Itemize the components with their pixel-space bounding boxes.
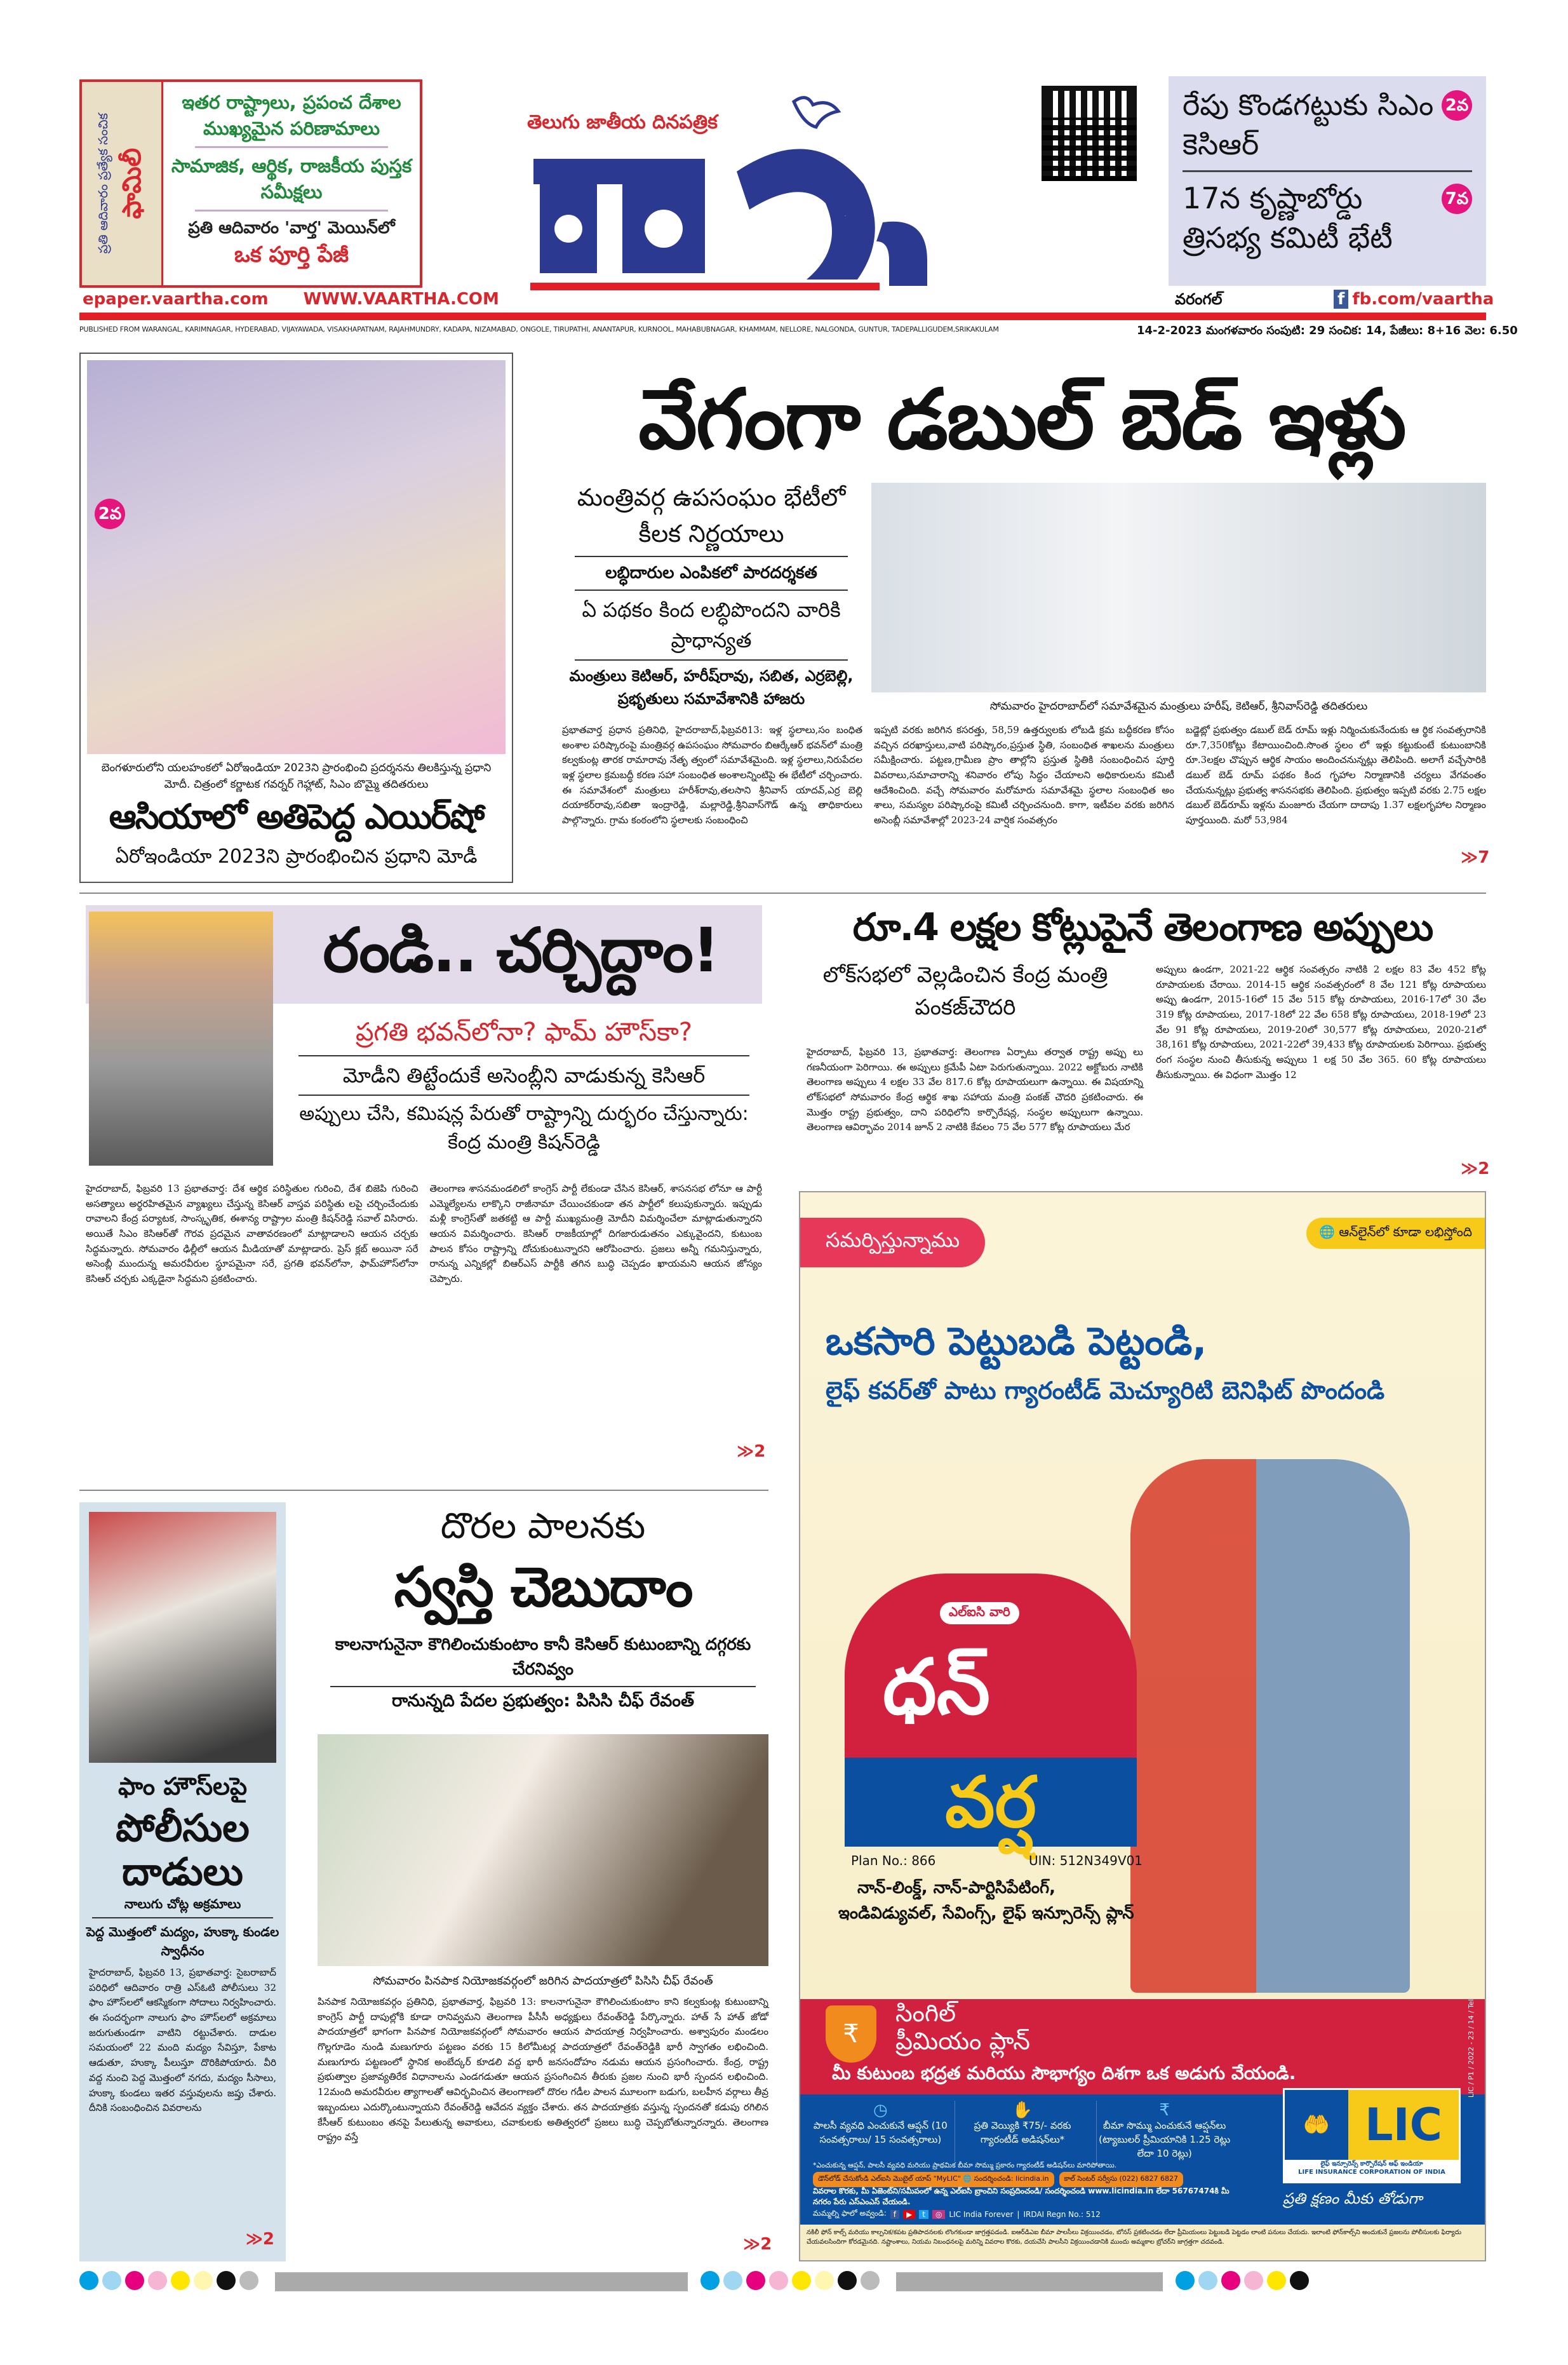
revanth-headline-block: [318, 1506, 768, 1715]
dove-icon: [794, 98, 838, 127]
lead-subheads: [562, 480, 861, 710]
twitter-icon[interactable]: t: [919, 2210, 928, 2219]
call-center[interactable]: కాల్ సెంటర్ సర్వీసు (022) 6827 6827: [1059, 2172, 1184, 2187]
social-handle: LIC India Forever: [949, 2209, 1014, 2219]
teaser-text: రేపు కొండగట్టుకు సిఎం కెసిఆర్: [1183, 88, 1434, 162]
subhead: కాలనాగునైనా కౌగిలించుకుంటాం కానీ కెసిఆర్ కుటుంబాన్ని దగ్గరకు చేరనివ్వం: [335, 1635, 751, 1679]
registration-marks: [79, 2271, 1486, 2293]
color-dots: [700, 2271, 883, 2293]
ad-disclaimer: నకిలీ ఫోన్ కాల్స్ మరియు కాల్పనిక/కపట ప్రతిపాదనలకు లొంగకుండా జాగ్రత్తపడండి. ఐఆర్‌డిఎఐ బీమా పాలసీలు విక్రయించడం, బోనస్ ప్రకటించడం లేదా ప్రీమియంలు పెట్టుబడి పెట్టడం లాంటి పనులు చేయదు. ఇలాంటి ఫోన్‌కాల్స్‌ని అందుకునే ప్రజలను పోలీసులకు ఫిర్యాదు చేయవలసిందిగా కోరడమైనది. నష్టాంశాలు, నియమ నిబంధనలపై మరిన్ని వివరాల కొరకు, దయచేసి పాలసీని విక్రయించడానికి ముందు అమ్మకాల బ్రోచర్‌ని జాగ్రత్తగా చదవండి.: [807, 2229, 1462, 2246]
svg-text:వార్త: వార్త: [845, 216, 846, 217]
gray-bar: [275, 2272, 688, 2291]
promo-item: సామాజిక, ఆర్థిక, రాజకీయ పుస్తక సమీక్షలు: [171, 155, 412, 203]
feature-item: [1096, 2101, 1232, 2162]
page-badge: 2వ: [1442, 90, 1472, 121]
teaser-box: [1169, 76, 1486, 286]
feature-text: బీమా సొమ్ము ఎంచుకునే ఆప్షన్‌లు (ట్యాబులర్ ప్రీమియానికి 1.25 రెట్లు లేదా 10 రెట్లు): [1099, 2120, 1231, 2159]
divider: [79, 1490, 768, 1491]
dhan-varsha-logo-bottom: వర్ష: [845, 1758, 1137, 1847]
irdai-number: IRDAI Regn No.: 512: [1023, 2209, 1101, 2219]
facebook-icon: f: [1334, 290, 1348, 309]
plan-type: నాన్-లింక్డ్, నాన్-పార్టిసిపేటింగ్,: [857, 1878, 1056, 1897]
ad-code: LIC / P1 / 2022 - 23 / 14 / Tel: [1467, 1999, 1475, 2098]
online-badge: [1306, 1218, 1485, 1249]
brand-small: ఎల్ఐసి వారి: [940, 1602, 1019, 1624]
padayatra-photo: [318, 1734, 768, 1966]
edition-name: వరంగల్: [1175, 290, 1223, 308]
footnote: *ఎంచుకున్న ఆప్షన్, పాలసీ వ్యవధి మరియు ప్రాథమిక బీమా సొమ్ము ప్రకారం గ్యారంటీడ్ అడిషన్‌లు మారిపోతాయి.: [813, 2161, 1117, 2169]
divider: [330, 1686, 756, 1687]
photo-caption: సోమవారం పినపాక నియోజకవర్గంలో జరిగిన పాదయాత్రలో పిసిసి చీఫ్ రేవంత్: [373, 1974, 713, 1988]
raids-headline-top[interactable]: ఫాం హౌస్‌లపై: [117, 1772, 247, 1800]
single-premium-title: [895, 1999, 1030, 2055]
subhead: అప్పులు చేసి, కమిషన్ల పేరుతో రాష్ట్రాన్ని దుర్భరం చేస్తున్నారు: కేంద్ర మంత్రి కిషన్‌రెడ్డి: [299, 1103, 749, 1154]
photo-caption: సోమవారం హైదరాబాద్‌లో సమావేశమైన మంత్రులు హరీష్, కెటిఆర్, శ్రీనివాస్‌రెడ్డి తదితరులు: [989, 700, 1368, 713]
promo-side-title: ఫామిలీ: [117, 148, 147, 219]
promo-side-label: [82, 82, 163, 285]
kishan-reddy-photo: [89, 912, 273, 1166]
feature-item: [813, 2101, 948, 2162]
ad-tagline: మీ కుటుంబ భద్రత మరియు సౌభాగ్యం దిశగా ఒక అడుగు వేయండి.: [832, 2063, 1296, 2084]
qr-code-pattern: [1042, 118, 1137, 181]
continued-link[interactable]: ≫2: [1461, 1159, 1490, 1178]
corp-name-te: లైఫ్ ఇన్సూరెన్స్ కార్పొరేషన్ ఆఫ్ ఇండియా: [1320, 2160, 1423, 2167]
revanth-headline[interactable]: స్వస్తి చెబుదాం: [394, 1556, 692, 1619]
body-column: తెలంగాణ శాసనమండలిలో కాంగ్రెస్ పార్టీ లేకుండా చేసిన కెసిఆర్, శాసనసభ లోనూ ఆ పార్టీ ఎమ్మెల్యేలను లాక్కొని రాజీనామా చేయించకుండా తన పార్టీలో కలుపుకున్నారు. ఇప్పుడు మళ్లీ కాంగ్రెస్‌తో జతకట్టి ఆ పార్టీ ముఖ్యమంత్రి మోదీని విమర్శించేలా మాట్లాడుతున్నారని ఆయన విమర్శించారు. కెసిఆర్ రాజకీయాల్లో దిగజారుడుతనం ఎక్కువైందని, కుటుంబ పాలన కోసం రాష్ట్రాన్ని దోచుకుంటున్నారని ఆరోపించారు. ప్రజలు అన్నీ గమనిస్తున్నారు, రానున్న ఎన్నికల్లో బిఆర్ఎస్ పార్టీకి తగిన బుద్ధి చెప్పడం ఖాయమని ఆయన జోస్యం చెప్పారు.: [429, 1183, 762, 1285]
lic-logo-text: LIC: [1348, 2090, 1459, 2160]
subhead: పెద్ద మొత్తంలో మద్యం, హుక్కా కుండల స్వాధీనం: [86, 1924, 279, 1958]
masthead-rule: [79, 313, 1486, 320]
lic-logo: [1283, 2088, 1461, 2183]
promo-note: ప్రతి ఆదివారం 'వార్త' మెయిన్‌లో: [188, 219, 395, 238]
kishan-subheads: [286, 1013, 762, 1157]
subhead: మోడీని తిట్టేందుకే అసెంబ్లీని వాడుకున్న కెసిఆర్: [342, 1063, 706, 1088]
dhan-varsha-logo-top: [845, 1573, 1137, 1758]
body-column: పినపాక నియోజకవర్గం ప్రతినిధి, ప్రభాతవార్త, ఫిబ్రవరి 13: కాలనాగునైనా కౌగిలించుకుంటాం కాని కల్వకుంట్ల కుటుంబాన్ని కాంగ్రెస్ పార్టీ దాపుల్లోకి కూడా రానివ్వమని తెలంగాణ పీసీసీ అధ్యక్షులు రేవంత్‌రెడ్డి పేర్కొన్నారు. హాత్ సే హాత్ జోడో పాదయాత్రలో భాగంగా పినపాక నియోజకవర్గంలో సోమవారం ఆయన పాదయాత్ర నిర్వహించారు. అశ్వాపురం మండలం గొల్లగూడెం నుండి మణుగూరు పట్టణం వరకు 15 కిలోమీటర్ల పాదయాత్రలో రేవంత్‌రెడ్డికి భారీ స్వాగతం లభించింది. మణుగూరు పట్టణంలో స్థానిక అంబేద్కర్ కూడలి వద్ద భారీ జనసందోహం నడుమ ఆయన ప్రసంగించారు. కేంద్ర, రాష్ట్ర ప్రభుత్వాల ప్రజావ్యతిరేక విధానాలను ఎండగడుతూ ఆయన ప్రసంగించిన తీరుకు ప్రజల నుంచి భారీ స్పందన లభించింది. 12మంది అమరవీరుల త్యాగాలతో ఆవిర్భవించిన తెలంగాణలో దొరల గడీల పాలన మూలంగా బడుగు, బలహీన వర్గాలు తీవ్ర ఇబ్బందులు ఎదుర్కొంటున్నాయని రేవంత్‌రెడ్డి ఆవేదన వ్యక్తం చేశారు. తన పాదయాత్రకు వస్తున్న స్పందనతో కడుపు రగిలిన కేసీఆర్ కుటుంబం తనపై పేలుతున్న అవాకులు, చవాకులకు అతిత్వరలో ప్రజలు బుద్ధి చెప్పబోతున్నారన్నారు. తెలంగాణ రాష్ట్రం వస్తే: [318, 1996, 768, 2143]
teaser[interactable]: [1183, 85, 1472, 164]
facebook-link[interactable]: [1334, 290, 1494, 309]
youtube-icon[interactable]: ▶: [903, 2210, 915, 2219]
airshow-story: [79, 353, 513, 883]
hand-coin-icon: ✋: [1012, 2101, 1033, 2120]
divider: [575, 659, 848, 661]
premium-text: ప్రీమియం ప్లాన్: [895, 2027, 1030, 2055]
money-bag-icon: ₹: [1159, 2101, 1170, 2120]
page-badge: 7వ: [1442, 184, 1472, 214]
published-from: PUBLISHED FROM WARANGAL, KARIMNAGAR, HYDERABAD, VIJAYAWADA, VISAKHAPATNAM, RAJAHMUNDRY, KADAPA, NIZAMABAD, ONGOLE, TIRUPATHI, ANANTAPUR, KURNOOL, MAHABUBNAGAR, KHAMMAM, NELLORE, NALGONDA, GUNTUR, TADEPALLIGUDEM,SRIKAKULAM: [79, 325, 999, 334]
clock-calendar-icon: ◷: [873, 2101, 888, 2120]
divider: [575, 556, 848, 557]
divider: [1183, 170, 1472, 172]
revanth-kicker: దొరల పాలనకు: [440, 1506, 646, 1547]
lead-sub: మంత్రులు కెటిఆర్, హరీష్‌రావు, సబిత, ఎర్రబెల్లి, ప్రభృతులు సమావేశానికి హాజరు: [569, 667, 854, 708]
body-column: అప్పులు ఉండగా, 2021-22 ఆర్థిక సంవత్సరం నాటికి 2 లక్షల 83 వేల 452 కోట్ల రూపాయలకు చేరాయి. 2014-15 ఆర్థిక సంవత్సరంలో 8 వేల 121 కోట్ల రూపాయలు అప్పు ఉండగా, 2015-16లో 15 వేల 515 కోట్ల రూపాయలు, 2016-17లో 30 వేల 319 కోట్ల రూపాయలు, 2017-18లో 22 వేల 658 కోట్ల రూపాయలు, 2018-19లో 23 వేల 91 కోట్ల రూపాయలు, 2019-20లో 30,577 కోట్ల రూపాయలు, 2020-21లో 38,161 కోట్ల రూపాయలు, 2021-22లో 39,433 కోట్ల రూపాయలకు పెరిగాయి. ప్రభుత్వ రంగ సంస్థల నుంచి తీసుకున్న అప్పులు 1 లక్ష 50 వేల 365. 60 కోట్ల రూపాయలు తీసుకున్నాయి. ఈ విధంగా మొత్తం 12: [1156, 964, 1486, 1081]
feature-text: పాలసీ వ్యవధి ఎంచుకునే ఆప్షన్ (10 సంవత్సరాలు/ 15 సంవత్సరాలు): [813, 2120, 948, 2145]
raids-headline[interactable]: పోలీసుల దాడులు: [116, 1806, 250, 1894]
photo-caption: బెంగళూరులోని యలహంకలో ఏరోఇండియా 2023ని ప్రారంభించి ప్రదర్శనను తిలకిస్తున్న ప్రధాని మోదీ. చిత్రంలో కర్ణాటక గవర్నర్ గెహ్లాట్, సిఎం బొమ్మై తదితరులు: [101, 762, 492, 791]
divider: [575, 590, 848, 591]
social-row: మమ్మల్ని ఫాలో అవ్వండి: f ▶ t ◎ LIC India Forever | IRDAI Regn No.: 512: [813, 2209, 1101, 2219]
body-column: హైదరాబాద్, ఫిబ్రవరి 13, ప్రభాతవార్త: సైబరాబాద్ పరిధిలో ఆదివారం రాత్రి ఎస్ఓటి పోలీసులు 32 ఫాం హౌస్‌లలో ఆకస్మికంగా సోదాలు నిర్వహించారు. ఈ సందర్భంగా నాలుగు ఫాం హౌస్‌లలో అక్రమాలు జరుగుతుండగా వాటిని రట్టుచేశారు. దాడుల సమయంలో 22 మంది మద్యం సేవిస్తూ, పేకాట ఆడుతూ, హుక్కా పీలుస్తూ దొరికిపోయారు. వీరి వద్ద నుంచి పెద్ద మొత్తంలో నగదు, మద్యం సీసాలు, హుక్కా కుండలు ఇతర వస్తువులను జప్తు చేశారు. దీనికి సంబంధించిన వివరాలను: [89, 1967, 276, 2114]
single-premium-band: [800, 1999, 1485, 2094]
lead-sub: మంత్రివర్గ ఉపసంఘం భేటీలో కీలక నిర్ణయాలు: [577, 483, 846, 548]
lic-slogan: ప్రతి క్షణం మీకు తోడుగా: [1283, 2190, 1423, 2207]
visit-label: సందర్శించండి:: [974, 2174, 1014, 2183]
red-subhead: ప్రగతి భవన్‌లోనా? ఫామ్ హౌస్‌కా?: [355, 1018, 692, 1047]
subhead: రానున్నది పేదల ప్రభుత్వం: పిసిసి చీఫ్ రేవంత్: [392, 1691, 694, 1711]
family-supplement-promo: [79, 79, 422, 288]
seized-items-photo: [89, 1512, 276, 1763]
plan-type: ఇండివిడ్యువల్, సేవింగ్స్, లైఫ్ ఇన్సూరెన్స్ ప్లాన్: [838, 1904, 1134, 1923]
body-column: హైదరాబాద్, ఫిబ్రవరి 13 ప్రభాతవార్త: దేశ ఆర్థిక పరిస్థితుల గురించి, దేశ బిజెపి గురించి అసత్యాలు అర్థరహితమైన వ్యాఖ్యలు చేస్తున్న కెసిఆర్ వాస్తవ పరిస్థితు లపై చర్చించేందుకు రావాలని కేంద్ర పర్యాటక, సాంస్కృతిక, ఈశాన్య రాష్ట్రాల మంత్రి కిషన్‌రెడ్డి సవాల్ విసిరారు. అయితే సిఎం కెసిఆర్‌తో గౌరవ ప్రదమైన వాతావరణంలో మాట్లాడాలని ఆయన చర్చకు సిద్ధమన్నారు. సోమవారం ఢిల్లీలో ఆయన మీడియాతో మాట్లాడారు. ప్రెస్ క్లబ్ అయినా సరే అసెంబ్లీ ముందున్న అమరవీరుల స్థూపమైనా సరే, ప్రగతి భవన్‌లోనా, ఫామ్‌హౌస్‌లోనా కెసిఆర్ చర్చకు ఎక్కడైనా సిద్ధమని ప్రకటించారు.: [86, 1183, 419, 1285]
ad-ribbon: సమర్పిస్తున్నాము: [800, 1218, 985, 1267]
kishan-body: [86, 1182, 762, 1287]
ad-subheadline: లైఫ్ కవర్‌తో పాటు గ్యారంటీడ్ మెచ్యూరిటి బెనిఫిట్ పొందండి: [826, 1377, 1385, 1405]
divider: [195, 146, 388, 148]
feature-item: [955, 2101, 1090, 2162]
features: [813, 2101, 1232, 2162]
facebook-url: fb.com/vaartha: [1352, 290, 1494, 309]
plan-number: Plan No.: 866: [851, 1853, 936, 1868]
vaartha-logo: [527, 89, 991, 299]
epaper-link[interactable]: epaper.vaartha.com: [83, 290, 269, 309]
promo-item: ఇతర రాష్ట్రాలు, ప్రపంచ దేశాల ముఖ్యమైన పరిణామాలు: [182, 91, 401, 139]
website-link[interactable]: WWW.VAARTHA.COM: [303, 290, 499, 309]
lic-hands-emblem-icon: 🤲: [1285, 2090, 1348, 2160]
brand-top: ధన్: [883, 1643, 990, 1732]
teaser-text: 17న కృష్ణాబోర్డు త్రిసభ్య కమిటీ భేటీ: [1183, 181, 1393, 255]
debt-headline[interactable]: రూ.4 లక్షల కోట్లుపైనే తెలంగాణ అప్పులు: [852, 905, 1433, 950]
dateline: 14-2-2023 మంగళవారం సంపుటి: 29 సంచిక: 14, పేజీలు: 8+16 వెల: 6.50: [1137, 324, 1518, 337]
visit-site: licindia.in: [1015, 2174, 1049, 2183]
money-bag-icon: ₹: [826, 2005, 876, 2063]
continued-link[interactable]: ≫2: [245, 2230, 274, 2249]
airshow-subhead: ఏరోఇండియా 2023ని ప్రారంభించిన ప్రధాని మోడీ: [115, 846, 478, 868]
kishan-headline[interactable]: రండి.. చర్చిద్దాం!: [323, 915, 719, 986]
lead-headline[interactable]: వేగంగా డబుల్ బెడ్ ఇళ్లు: [638, 371, 1405, 468]
lead-sub: లబ్ధిదారుల ఎంపికలో పారదర్శకత: [605, 563, 817, 583]
raids-story: [79, 1502, 286, 2261]
continued-link[interactable]: ≫2: [743, 2235, 772, 2254]
divider: [298, 1095, 749, 1096]
body-column: హైదరాబాద్, ఫిబ్రవరి 13, ప్రభాతవార్త: తెలంగాణ ఏర్పాటు తర్వాత రాష్ట్ర అప్పు లు గణనీయంగా పెరిగాయి. ఈ అప్పులు క్రమేపీ ఏటా పెరుగుతున్నాయి. 2022 అక్టోబరు నాటికి తెలంగాణ అప్పులు 4 లక్షల 33 వేల 817.6 కోట్ల రూపాయలుగా ఉన్నాయి. ఈ విషయాన్ని లోక్‌సభలో సోమవారం కేంద్ర ఆర్థిక శాఖ సహాయ మంత్రి పంకజ్ చౌదరి ప్రకటించారు. ఈ మొత్తం రాష్ట్ర ప్రభుత్వం, దాని పరిధిలోని కార్పొరేషన్ల, సంస్థల అప్పులుగా ఉన్నాయి. తెలంగాణ ఆవిర్భావం 2014 జూన్ 2 నాటికి కేవలం 75 వేల 577 కోట్ల రూపాయలు మేర: [807, 1046, 1143, 1133]
instagram-icon[interactable]: ◎: [932, 2210, 945, 2219]
airshow-headline[interactable]: ఆసియాలో అతిపెద్ద ఎయిర్‌షో: [109, 797, 484, 837]
corp-name-en: LIFE INSURANCE CORPORATION OF INDIA: [1298, 2169, 1445, 2176]
promo-full-page: ఒక పూర్తి పేజీ: [234, 241, 349, 267]
single-text: సింగిల్: [895, 1999, 956, 2027]
lead-body: [562, 723, 1486, 828]
continued-link[interactable]: ≫2: [737, 1442, 766, 1461]
airshow-photo: [87, 360, 506, 754]
divider: [92, 1917, 273, 1918]
tagline: తెలుగు జాతీయ దినపత్రిక: [527, 111, 718, 133]
gray-bar: [896, 2272, 1163, 2291]
meeting-photo: [871, 483, 1486, 692]
contact-text: వివరాల కొరకు, మీ ఏజెంట్‌ని/సమీపంలో ఉన్న ఎల్ఐసి బ్రాంచిని సంప్రదించండి/ సందర్శించండి www.licindia.in లేదా 56767474కి మీ నగరం పేరు ఎస్ఎంఎస్ చేయండి.: [813, 2186, 1230, 2206]
globe-icon: 🌐: [1319, 1224, 1339, 1239]
divider: [195, 210, 388, 212]
color-dots: [1176, 2271, 1313, 2293]
app-text: డౌన్‌లోడ్ చేసుకోండి ఎల్ఐసి మొబైల్ యాప్ "MyLIC": [818, 2174, 961, 2183]
contact-pills: [813, 2172, 1183, 2187]
feature-text: ప్రతి వెయ్యికి ₹75/- వరకు గ్యారంటీడ్ అడిషన్‌లు*: [974, 2120, 1071, 2145]
follow-label: మమ్మల్ని ఫాలో అవ్వండి:: [813, 2209, 887, 2218]
lead-sub: ఏ పథకం కింద లబ్ధిపొందని వారికి ప్రాధాన్యత: [582, 598, 841, 652]
teaser[interactable]: [1183, 179, 1472, 257]
online-text: ఆన్‌లైన్‌లో కూడా లభిస్తోంది: [1339, 1224, 1472, 1239]
lic-advertisement[interactable]: [799, 1191, 1486, 2261]
divider: [79, 893, 1486, 894]
divider: [298, 1055, 749, 1056]
ad-headline: ఒకసారి పెట్టుబడి పెట్టండి,: [826, 1319, 1207, 1364]
promo-side-sub: ప్రతి ఆదివారం ప్రత్యేక సంచిక: [95, 113, 111, 254]
couple-photo: [1130, 1459, 1410, 1993]
body-column: ఇప్పటి వరకు జరిగిన కసరత్తు, 58,59 ఉత్తర్వులకు లోబడి క్రమ బద్ధీకరణ కోసం వచ్చిన దరఖాస్తులు,వాటి పరిష్కారం,ప్రస్తుత స్థితి, సంబంధిత శాఖలను మంత్రులు సమీక్షించారు. పట్టణ,గ్రామీణ ప్రాం తాల్లోని ప్రస్తుత స్థితికి సంబంధించిన పూర్తి వివరాలు,సమాచారాన్ని శనివారం లోపు సిద్ధం చేయాలని అధికారులను కమిటీ ఆదేశించింది. వచ్చే సోమవారం మరోమారు సమావేశమై స్థలాల సంబంధిత అం శాలు, సమస్యల పరిష్కారంపై కమిటీ చర్చించనుంది. కాగా, ఇటీవల వరకు జరిగిన అసెంబ్లీ సమావేశాల్లో 2023-24 వార్షిక సంవత్సరం: [874, 724, 1174, 826]
continued-link[interactable]: ≫7: [1461, 848, 1490, 867]
facebook-icon[interactable]: f: [890, 2210, 899, 2219]
debt-subhead: లోక్‌సభలో వెల్లడించిన కేంద్ర మంత్రి పంకజ్‌చౌదరి: [822, 962, 1108, 1020]
color-dots: [79, 2271, 262, 2293]
subhead: నాలుగు చోట్ల అక్రమాలు: [124, 1896, 241, 1911]
uin: UIN: 512N349V01: [1029, 1853, 1143, 1868]
body-column: బడ్జెట్లో ప్రభుత్వం డబుల్ బెడ్ రూమ్ ఇళ్లు నిర్మించుకునేందుకు ఆ ర్థిక సంవత్సరానికి రూ.7,350కోట్లు కేటాయించింది.సొంత స్థలం లో ఇళ్లు కట్టుకుంటే కుటుంబానికి రూ.3లక్షల చొప్పున ఆర్థిక సాయం అందించనున్నట్లు తెలిపింది. అలాగే వచ్చేసారికి డబుల్ బెడ్ రూమ్ పథకం కింద గృహాల నిర్మాణానికి చర్యలు వేగవంతం చేయనున్నట్లు ప్రభుత్వ శాసనసభకు తెలిపింది. ప్రభుత్వం ఇప్పటి వరకు 2.75 లక్షల డబుల్ బెడ్‌రూమ్ ఇళ్లను మంజూరు చేయగా దాదాపు 1.37 లక్షలగృహాల నిర్మాణం పూర్తయింది. మరో 53,984: [1186, 724, 1486, 826]
body-column: ప్రభాతవార్త ప్రధాన ప్రతినిధి, హైదరాబాద్,ఫిబ్రవరి13: ఇళ్ల స్థలాలు,సం బంధిత అంశాల పరిష్కారంపై మంత్రివర్గ ఉపసంఘం సోమవారం బిఆర్కేఆర్ భవన్‌లో మంత్రి కల్వకుంట్ల తారక రామారావు నేతృ త్వంలో సమావేశమైంది. ఇళ్ల స్థలాలు,నిరుపేదల ఇళ్ల స్థలాల క్రమబద్ధీ కరణ సహా సంబంధిత అంశాలన్నింటిపై ఈ భేటీలో చర్చించారు. ఈ సమావేశంలో మంత్రులు హరీశ్‌రావు,తలసాని శ్రీనివాస్ యాదవ్,ఎర్ర బెల్లి దయాకర్‌రావు,సబితా ఇంద్రారెడ్డి, మల్లారెడ్డి,శ్రీనివాస్‌గౌడ్ ఉన్న తాధికారులు పాల్గొన్నారు. గ్రామ కంఠంలోని స్థలాలకు సంబంధించి: [562, 724, 862, 826]
page-badge: 2వ: [95, 499, 125, 529]
mylic-app-link[interactable]: డౌన్‌లోడ్ చేసుకోండి ఎల్ఐసి మొబైల్ యాప్ "MyLIC" 🌐 సందర్శించండి: licindia.in: [813, 2172, 1054, 2187]
